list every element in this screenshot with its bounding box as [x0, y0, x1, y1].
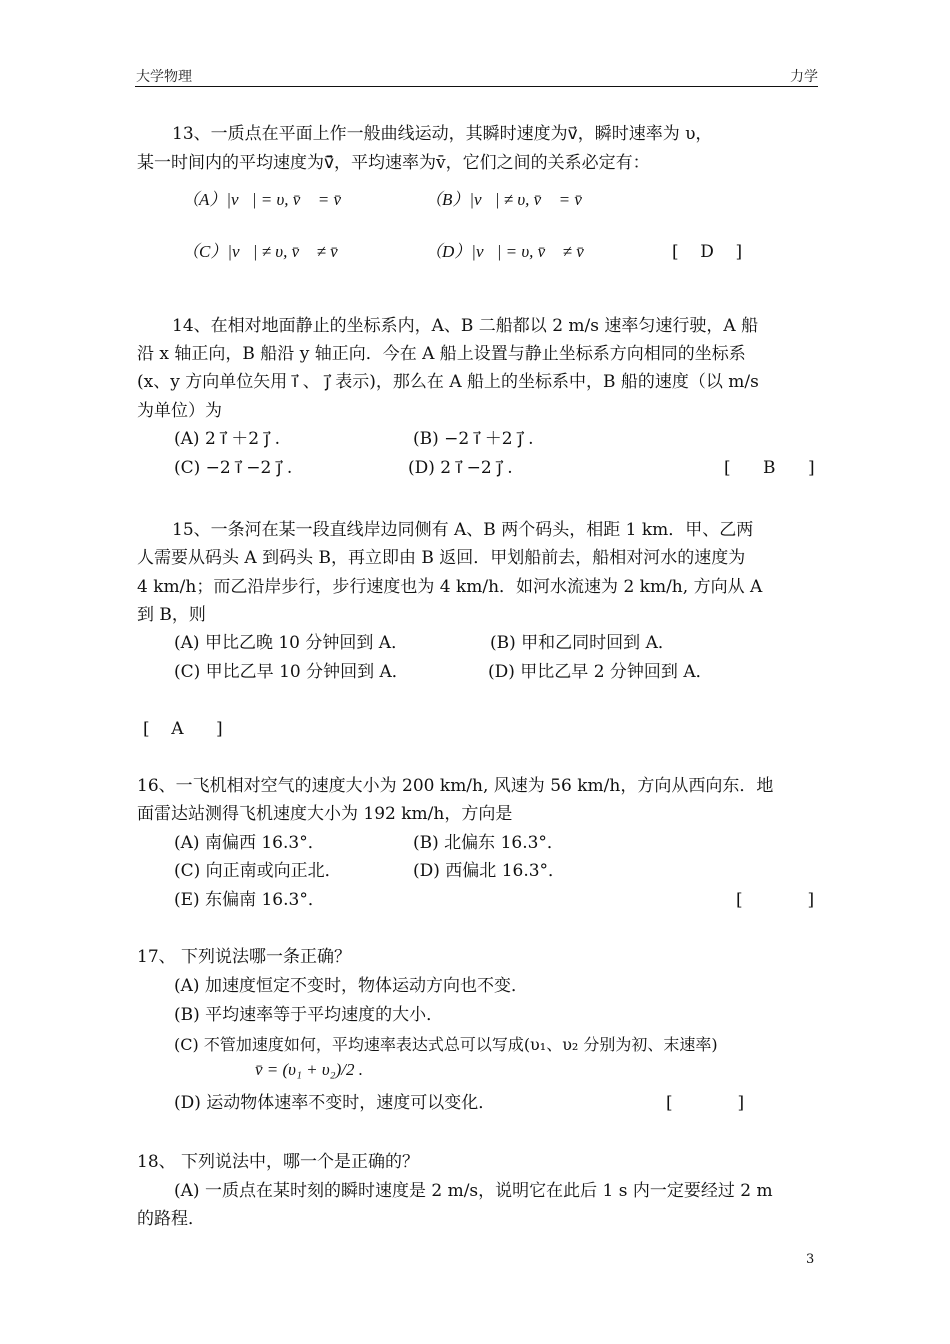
q16-option-b: (B) 北偏东 16.3°． — [413, 833, 564, 853]
q17-formula: v̄ = (υ₁ + υ₂)/2 . — [255, 1060, 363, 1079]
q14-option-c: (C) −2 i⃗ −2 j⃗ . — [174, 458, 293, 478]
q15-answer: [ A ] — [143, 719, 223, 739]
q17-option-c: (C) 不管加速度如何，平均速率表达式总可以写成(υ₁、υ₂ 分别为初、末速率) — [174, 1035, 718, 1054]
q15-line2: 人需要从码头 A 到码头 B，再立即由 B 返回．甲划船前去，船相对河水的速度为 — [137, 548, 746, 568]
q14-option-a: (A) 2 i⃗ ＋2 j⃗ . — [174, 429, 281, 449]
q13-option-c: （C）|v⃗| ≠ υ, v̄⃗ ≠ v̄ — [182, 242, 338, 261]
q17-line1: 17、 下列说法哪一条正确？ — [137, 947, 352, 967]
q16-option-a: (A) 南偏西 16.3°． — [174, 833, 325, 853]
q14-option-b: (B) −2 i⃗ ＋2 j⃗ . — [413, 429, 534, 449]
q18-line1: 18、 下列说法中，哪一个是正确的？ — [137, 1152, 420, 1172]
header-rule — [135, 86, 818, 87]
q17-option-d: (D) 运动物体速率不变时，速度可以变化． — [174, 1093, 496, 1113]
q14-answer: [ B ] — [724, 458, 815, 478]
q16-option-c: (C) 向正南或向正北． — [174, 861, 342, 881]
q14-line3: (x、y 方向单位矢用 i⃗ 、 j⃗ 表示)，那么在 A 船上的坐标系中，B 船的速度（以 m/s — [137, 372, 759, 392]
q16-line1: 16、一飞机相对空气的速度大小为 200 km/h, 风速为 56 km/h，方向从西向东．地 — [137, 776, 774, 796]
q13-option-b: （B）|v⃗| ≠ υ, v̄⃗ = v̄ — [425, 190, 582, 209]
q15-option-c: (C) 甲比乙早 10 分钟回到 A． — [174, 662, 409, 682]
q17-answer: [ ] — [666, 1093, 745, 1113]
q13-line1: 13、一质点在平面上作一般曲线运动，其瞬时速度为v⃗，瞬时速率为 υ， — [172, 124, 713, 144]
q16-option-e: (E) 东偏南 16.3°． — [174, 890, 325, 910]
q17-option-a: (A) 加速度恒定不变时，物体运动方向也不变． — [174, 976, 528, 996]
q13-option-a: （A）|v⃗| = υ, v̄⃗ = v̄ — [182, 190, 342, 209]
header-left: 大学物理 — [136, 69, 192, 85]
page-number: 3 — [806, 1252, 815, 1267]
q13-line2: 某一时间内的平均速度为v̄⃗，平均速率为v̄，它们之间的关系必定有： — [137, 153, 650, 173]
q13-option-d: （D）|v⃗| = υ, v̄⃗ ≠ v̄ — [425, 242, 584, 261]
q18-option-a: (A) 一质点在某时刻的瞬时速度是 2 m/s，说明它在此后 1 s 内一定要经过 2 m — [174, 1181, 773, 1201]
q17-option-b: (B) 平均速率等于平均速度的大小． — [174, 1005, 444, 1025]
q15-line4: 到 B，则 — [137, 605, 206, 625]
q15-option-d: (D) 甲比乙早 2 分钟回到 A． — [488, 662, 713, 682]
q15-option-a: (A) 甲比乙晚 10 分钟回到 A． — [174, 633, 409, 653]
q14-option-d: (D) 2 i⃗ −2 j⃗ . — [408, 458, 513, 478]
q14-line4: 为单位）为 — [137, 401, 222, 421]
header-right: 力学 — [790, 69, 818, 85]
q16-line2: 面雷达站测得飞机速度大小为 192 km/h，方向是 — [137, 804, 513, 824]
q18-line2: 的路程． — [137, 1209, 205, 1229]
q14-line2: 沿 x 轴正向，B 船沿 y 轴正向．今在 A 船上设置与静止坐标系方向相同的坐标系 — [137, 344, 746, 364]
q13-answer: [ D ] — [672, 242, 743, 262]
q14-line1: 14、在相对地面静止的坐标系内，A、B 二船都以 2 m/s 速率匀速行驶，A 船 — [172, 316, 759, 336]
q15-option-b: (B) 甲和乙同时回到 A． — [490, 633, 675, 653]
q15-line1: 15、一条河在某一段直线岸边同侧有 A、B 两个码头，相距 1 km．甲、乙两 — [172, 520, 754, 540]
q16-answer: [ ] — [736, 890, 815, 910]
q16-option-d: (D) 西偏北 16.3°． — [413, 861, 566, 881]
q15-line3: 4 km/h；而乙沿岸步行，步行速度也为 4 km/h．如河水流速为 2 km/h, 方向从 A — [137, 577, 763, 597]
